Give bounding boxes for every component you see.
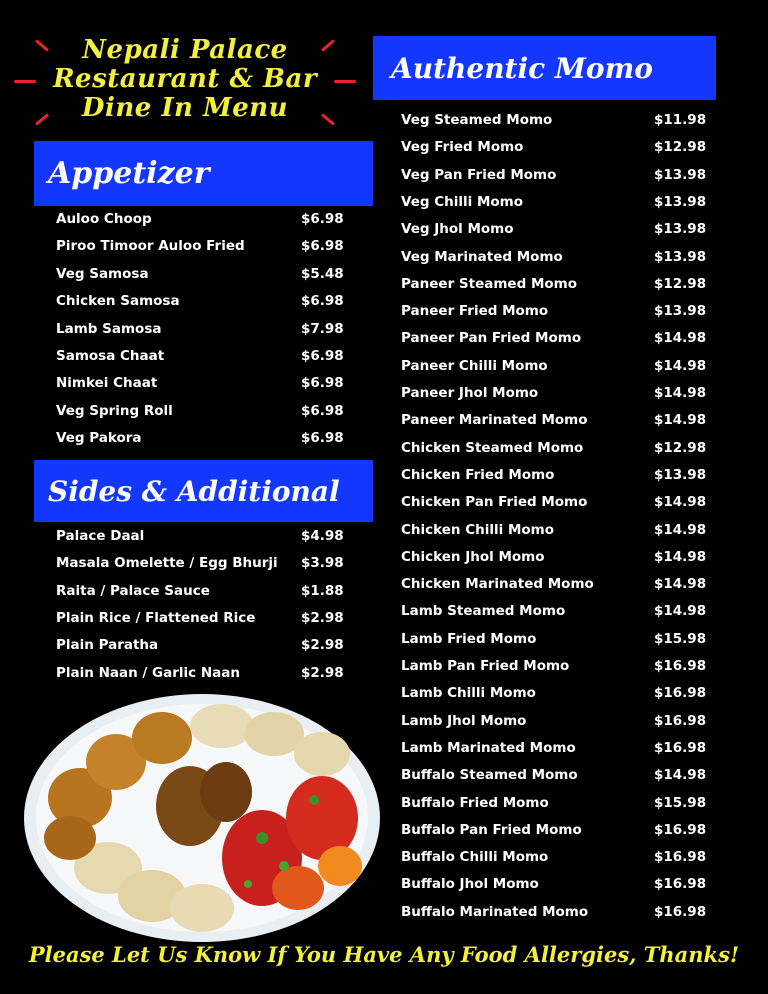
menu-item-name: Veg Spring Roll (56, 402, 173, 419)
menu-item-name: Plain Rice / Flattened Rice (56, 609, 256, 626)
momo-banner (373, 36, 716, 100)
sides-title: Sides & Additional (48, 474, 340, 508)
menu-item-price: $16.98 (654, 821, 707, 838)
menu-item-name: Buffalo Marinated Momo (401, 903, 589, 920)
menu-item-name: Lamb Chilli Momo (401, 685, 536, 702)
menu-item-price: $14.98 (654, 521, 707, 538)
menu-item-name: Chicken Chilli Momo (401, 521, 555, 538)
menu-item-name: Veg Fried Momo (401, 139, 524, 156)
menu-item-price: $16.98 (654, 849, 707, 866)
menu-item-price: $13.98 (654, 166, 707, 183)
menu-item-price: $16.98 (654, 658, 707, 674)
title-line-1: Nepali Palace (82, 35, 288, 65)
menu-item-name: Buffalo Jhol Momo (401, 876, 539, 893)
menu-item-price: $16.98 (654, 876, 707, 893)
menu-item-name: Lamb Pan Fried Momo (401, 658, 570, 674)
menu-item-name: Paneer Steamed Momo (401, 275, 578, 292)
menu-item-name: Buffalo Chilli Momo (401, 849, 549, 866)
menu-item-name: Veg Pan Fried Momo (401, 166, 557, 183)
menu-item-name: Auloo Choop (56, 211, 152, 227)
menu-item-price: $2.98 (301, 609, 344, 626)
menu-item-price: $5.48 (301, 265, 344, 282)
menu-item-name: Veg Samosa (56, 265, 149, 282)
menu-item-price: $14.98 (654, 412, 707, 429)
menu-item-name: Chicken Pan Fried Momo (401, 494, 588, 511)
menu-item-name: Masala Omelette / Egg Bhurji (56, 555, 278, 572)
menu-item-name: Paneer Pan Fried Momo (401, 330, 582, 347)
menu-item-price: $14.98 (654, 330, 707, 347)
menu-item-name: Palace Daal (56, 528, 145, 544)
menu-item-price: $6.98 (301, 402, 344, 419)
menu-item-price: $12.98 (654, 139, 707, 156)
menu-item-price: $14.98 (654, 385, 707, 401)
menu-item-name: Veg Steamed Momo (401, 112, 553, 128)
sides-banner (34, 460, 373, 522)
menu-item-price: $16.98 (654, 903, 707, 920)
menu-item-name: Piroo Timoor Auloo Fried (56, 238, 245, 255)
menu-item-name: Paneer Fried Momo (401, 303, 549, 320)
menu-item-name: Lamb Samosa (56, 320, 162, 337)
menu-item-price: $6.98 (301, 293, 344, 310)
menu-item-price: $1.88 (301, 582, 344, 599)
menu-item-price: $12.98 (654, 275, 707, 292)
menu-item-name: Buffalo Pan Fried Momo (401, 821, 582, 838)
menu-item-price: $15.98 (654, 630, 707, 647)
menu-item-price: $14.98 (654, 603, 707, 620)
menu-item-name: Veg Chilli Momo (401, 193, 524, 210)
menu-item-name: Veg Pakora (56, 430, 142, 447)
menu-item-price: $13.98 (654, 303, 707, 320)
menu-item-price: $12.98 (654, 439, 707, 456)
menu-item-name: Paneer Jhol Momo (401, 385, 539, 401)
menu-item-price: $14.98 (654, 494, 707, 511)
menu-item-name: Lamb Steamed Momo (401, 603, 566, 620)
ray-decoration (14, 80, 36, 83)
menu-item-price: $16.98 (654, 739, 707, 756)
appetizer-banner (34, 141, 373, 206)
menu-item-price: $14.98 (654, 576, 707, 593)
menu-item-price: $13.98 (654, 221, 707, 238)
momo-plate-photo (22, 688, 382, 944)
menu-item-price: $6.98 (301, 375, 344, 392)
menu-item-name: Plain Paratha (56, 637, 159, 654)
menu-item-name: Lamb Marinated Momo (401, 739, 576, 756)
menu-item-name: Samosa Chaat (56, 348, 165, 364)
menu-item-name: Lamb Jhol Momo (401, 712, 527, 729)
menu-item-price: $16.98 (654, 712, 707, 729)
menu-item-name: Paneer Chilli Momo (401, 357, 548, 374)
menu-item-name: Nimkei Chaat (56, 375, 158, 392)
menu-item-price: $14.98 (654, 548, 707, 565)
menu-item-name: Veg Jhol Momo (401, 221, 514, 238)
menu-item-name: Chicken Fried Momo (401, 466, 555, 483)
menu-item-price: $3.98 (301, 555, 344, 572)
menu-item-price: $14.98 (654, 357, 707, 374)
menu-item-name: Chicken Steamed Momo (401, 439, 584, 456)
menu-item-price: $13.98 (654, 193, 707, 210)
appetizer-title: Appetizer (48, 156, 210, 191)
menu-item-name: Chicken Jhol Momo (401, 548, 545, 565)
menu-item-price: $11.98 (654, 112, 707, 128)
menu-item-name: Veg Marinated Momo (401, 248, 563, 265)
momo-plate-illustration (22, 688, 382, 944)
title-line-3: Dine In Menu (81, 93, 289, 123)
menu-item-price: $14.98 (654, 767, 707, 784)
allergy-notice: Please Let Us Know If You Have Any Food Allergies, Thanks! (28, 942, 740, 967)
momo-title: Authentic Momo (391, 51, 653, 85)
menu-item-name: Plain Naan / Garlic Naan (56, 664, 240, 681)
menu-item-price: $4.98 (301, 528, 344, 544)
menu-item-name: Paneer Marinated Momo (401, 412, 588, 429)
title-line-2: Restaurant & Bar (52, 64, 318, 94)
menu-item-price: $7.98 (301, 320, 344, 337)
menu-item-price: $13.98 (654, 248, 707, 265)
menu-item-price: $2.98 (301, 637, 344, 654)
menu-item-price: $6.98 (301, 430, 344, 447)
menu-item-name: Chicken Marinated Momo (401, 576, 594, 593)
menu-item-price: $16.98 (654, 685, 707, 702)
menu-item-price: $2.98 (301, 664, 344, 681)
menu-item-name: Chicken Samosa (56, 293, 180, 310)
ray-decoration (334, 80, 356, 83)
menu-item-price: $6.98 (301, 348, 344, 364)
menu-item-name: Raita / Palace Sauce (56, 582, 210, 599)
menu-item-price: $6.98 (301, 238, 344, 255)
menu-item-price: $13.98 (654, 466, 707, 483)
menu-item-price: $15.98 (654, 794, 707, 811)
restaurant-title (40, 36, 330, 123)
menu-item-name: Lamb Fried Momo (401, 630, 537, 647)
menu-item-price: $6.98 (301, 211, 344, 227)
menu-item-name: Buffalo Steamed Momo (401, 767, 578, 784)
menu-item-name: Buffalo Fried Momo (401, 794, 549, 811)
